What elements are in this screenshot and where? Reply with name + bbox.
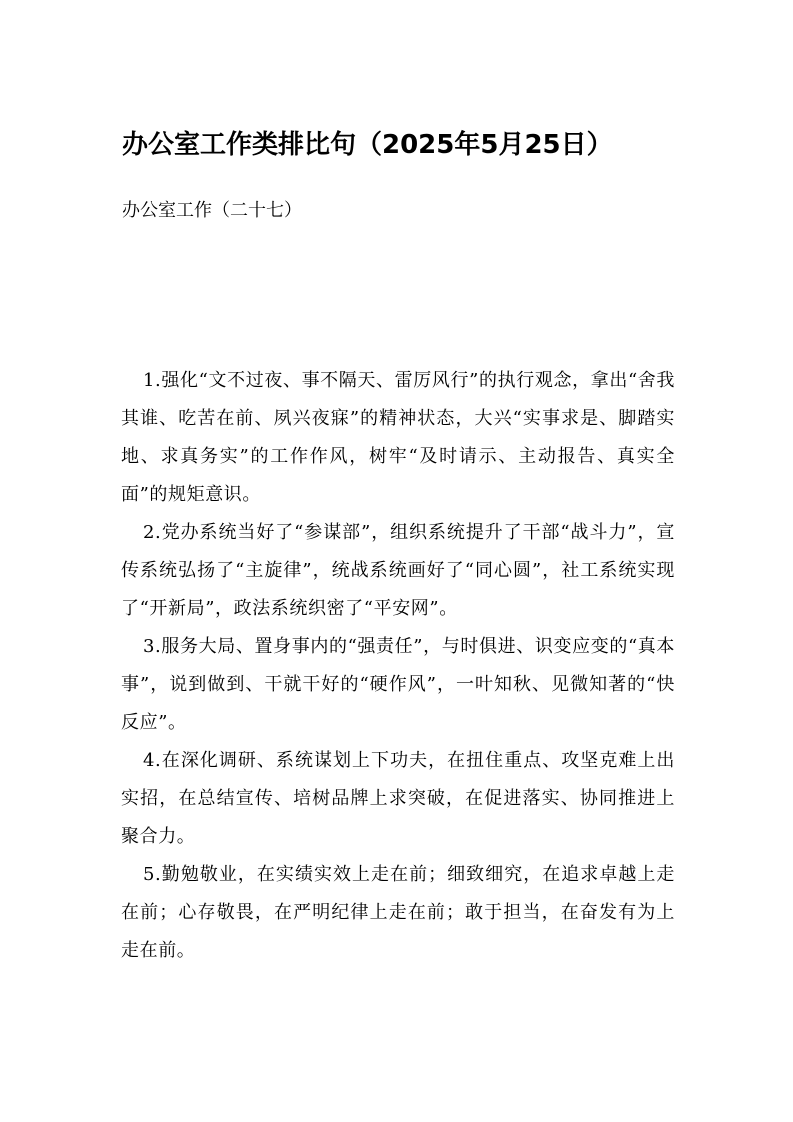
- paragraph-3: 3.服务大局、置身事内的“强责任”，与时俱进、识变应变的“真本事”，说到做到、干就干好的“硬作风”，一叶知秋、见微知著的“快反应”。: [121, 636, 675, 733]
- document-title: 办公室工作类排比句（2025年5月25日）: [122, 130, 613, 160]
- paragraph-4: 4.在深化调研、系统谋划上下功夫，在扭住重点、攻坚克难上出实招，在总结宣传、培树品牌上求突破，在促进落实、协同推进上聚合力。: [121, 750, 675, 847]
- paragraph-5: 5.勤勉敬业，在实绩实效上走在前；细致细究，在追求卓越上走在前；心存敬畏，在严明纪律上走在前；敢于担当，在奋发有为上走在前。: [121, 864, 675, 961]
- document-body: [121, 362, 675, 970]
- document-subtitle: 办公室工作（二十七）: [122, 200, 302, 221]
- paragraph-1: 1.强化“文不过夜、事不隔天、雷厉风行”的执行观念，拿出“舍我其谁、吃苦在前、夙兴夜寐”的精神状态，大兴“实事求是、脚踏实地、求真务实”的工作作风，树牢“及时请示、主动报告、真实全面”的规矩意识。: [121, 370, 675, 505]
- paragraph-2: 2.党办系统当好了“参谋部”，组织系统提升了干部“战斗力”，宣传系统弘扬了“主旋律”，统战系统画好了“同心圆”，社工系统实现了“开新局”，政法系统织密了“平安网”。: [121, 522, 675, 619]
